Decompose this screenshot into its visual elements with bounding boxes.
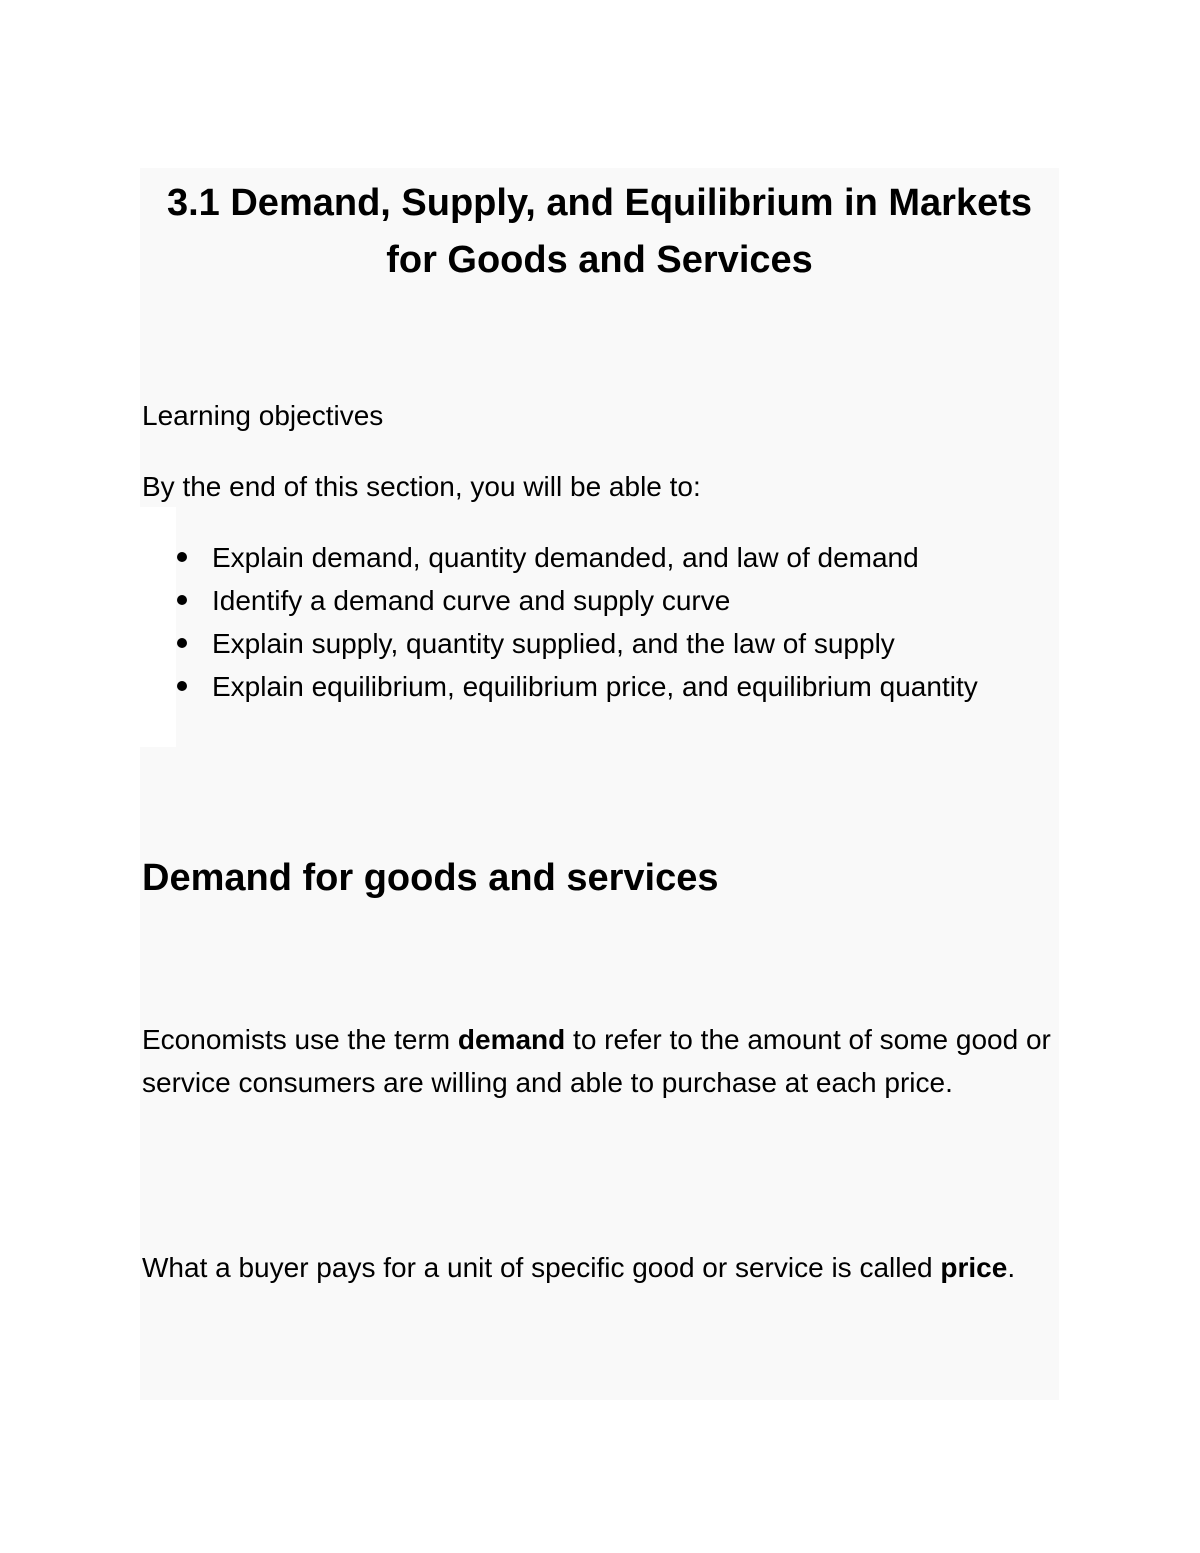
paragraph-text: Economists use the term <box>142 1024 458 1055</box>
demand-definition-paragraph <box>142 1018 1052 1104</box>
paragraph-text: What a buyer pays for a unit of specific good or service is called <box>142 1252 941 1283</box>
objectives-list <box>142 536 1042 708</box>
bullet-icon <box>177 595 187 605</box>
section-heading: Demand for goods and services <box>142 857 719 899</box>
key-term-price: price <box>940 1252 1008 1283</box>
objectives-intro: By the end of this section, you will be able to: <box>142 471 701 502</box>
list-item <box>142 579 1042 622</box>
paragraph-text: . <box>1007 1252 1016 1283</box>
bullet-icon <box>177 552 187 562</box>
price-definition-paragraph <box>142 1246 1052 1289</box>
objective-text: Explain supply, quantity supplied, and the law of supply <box>212 628 895 659</box>
list-item <box>142 536 1042 579</box>
paragraph-text: to refer to the amount of some good or service consumers are willing and able to purchase at each price. <box>142 1024 1051 1098</box>
list-item <box>142 622 1042 665</box>
bullet-icon <box>177 638 187 648</box>
learning-objectives-label: Learning objectives <box>142 400 384 431</box>
objective-text: Explain equilibrium, equilibrium price, and equilibrium quantity <box>212 671 978 702</box>
content-block <box>140 168 1059 1400</box>
list-item <box>142 665 1042 708</box>
bullet-icon <box>177 681 187 691</box>
objective-text: Identify a demand curve and supply curve <box>212 585 731 616</box>
objective-text: Explain demand, quantity demanded, and law of demand <box>212 542 919 573</box>
key-term-demand: demand <box>457 1024 566 1055</box>
page-title: 3.1 Demand, Supply, and Equilibrium in Markets for Goods and Services <box>166 182 1033 281</box>
